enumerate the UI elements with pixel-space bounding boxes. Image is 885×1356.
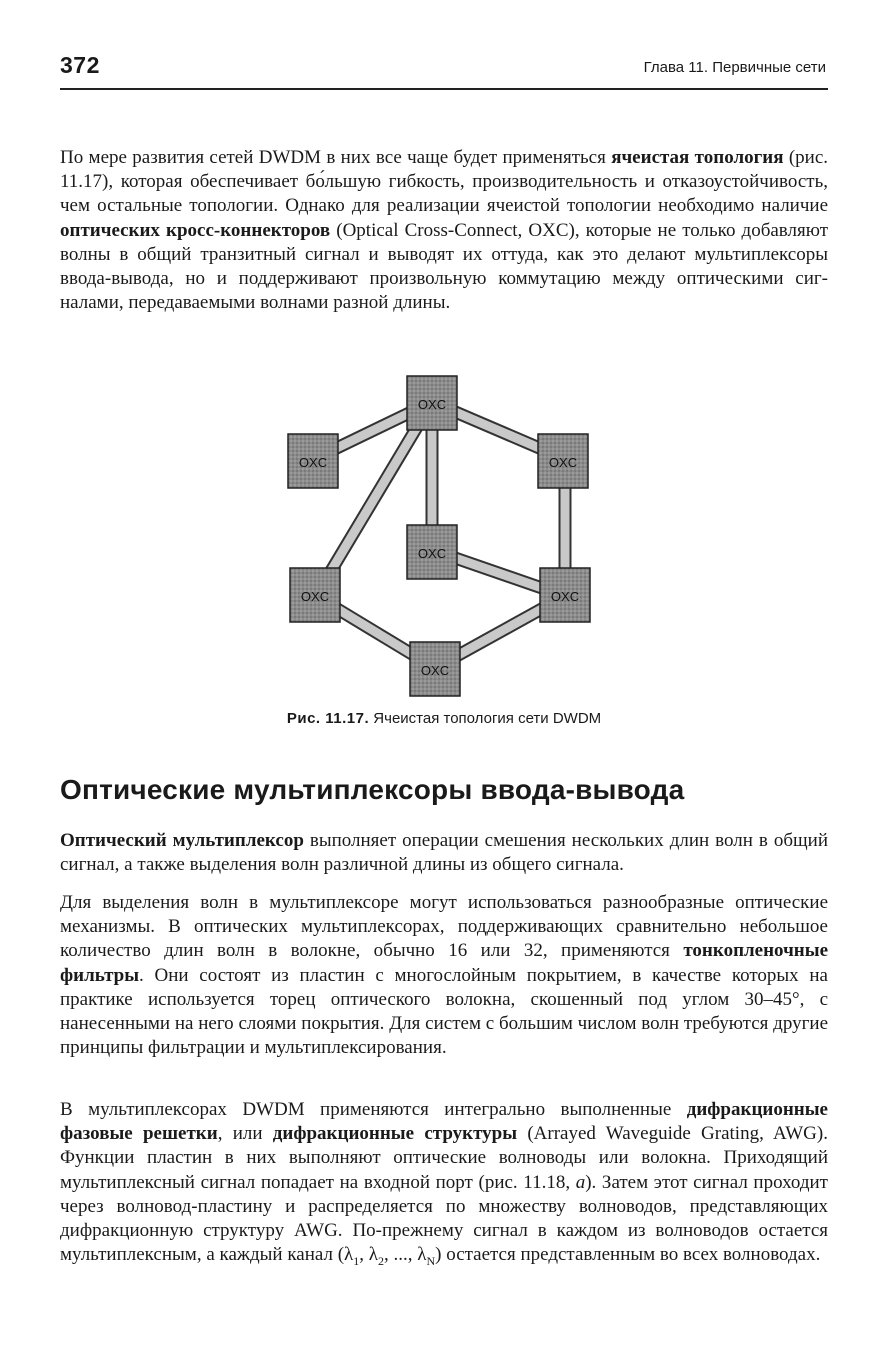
oxc-node-bottom xyxy=(410,642,460,696)
oxc-node-label: OXC xyxy=(417,397,447,412)
paragraph-awg xyxy=(60,1098,828,1273)
text-run: (рис. 11.17), которая обеспечивает бо́льшую гибкость, производительность и отказоустойчивость, чем остальные топологии. Однако для реализации ячеистой топологии необходимо наличие xyxy=(60,147,828,217)
intro-paragraph xyxy=(60,146,828,315)
paragraph-multiplexer-definition xyxy=(60,829,828,877)
text-run: ) остается представленным во всех волноводах. xyxy=(435,1244,821,1266)
term-oxc: оптических кросс-коннекторов xyxy=(60,219,331,241)
mesh-topology-figure xyxy=(250,362,630,707)
oxc-node-right xyxy=(538,434,588,488)
oxc-node-label: OXC xyxy=(417,546,447,561)
paragraph-thin-film-filters xyxy=(60,891,828,1060)
term-mesh-topology: ячеистая топология xyxy=(611,147,784,168)
chapter-title: Глава 11. Первичные сети xyxy=(643,59,826,76)
oxc-node-label: OXC xyxy=(298,455,328,470)
text-run: В мультиплексорах DWDM применяются интегрально выполненные xyxy=(60,1099,687,1120)
oxc-node-lower-right xyxy=(540,568,590,622)
text-run: (Optical Cross-Connect, OXC), которые не только добавляют волны в общий транзитный сигнал и выводят их оттуда, как это делают мультиплексоры ввода-вывода, но и поддерживают произвольную коммутацию между оптическими сигналами, передаваемыми волнами разной длины. xyxy=(60,219,828,314)
oxc-node-label: OXC xyxy=(300,589,330,604)
subscript: N xyxy=(426,1254,436,1269)
text-run: , ..., λ xyxy=(384,1244,427,1266)
figure-caption-label: Рис. 11.17. xyxy=(286,710,370,727)
oxc-node-left xyxy=(288,434,338,488)
text-run: Для выделения волн в мультиплексоре могут использоваться разнообразные оптические механизмы. В оптических мультиплексорах, поддерживающих сравнительно небольшое количество длин волн в волокне, обычно 16 или 32, применяются xyxy=(60,892,828,962)
oxc-nodes xyxy=(288,376,590,696)
oxc-node-top xyxy=(407,376,457,430)
subscript: 1 xyxy=(353,1254,360,1269)
running-head xyxy=(60,50,828,90)
oxc-node-center xyxy=(407,525,457,579)
subscript: 2 xyxy=(378,1254,384,1269)
oxc-node-label: OXC xyxy=(550,589,580,604)
text-run: ). Затем этот сигнал проходит через волновод-пластину и распределяется по множеству волноводов, представляющих дифракционную структуру AWG. По-прежнему сигнал в каждом из волноводов остается мультиплексным, а каждый канал (λ xyxy=(60,1171,828,1266)
section-heading: Оптические мультиплексоры ввода-вывода xyxy=(60,774,685,805)
oxc-node-label: OXC xyxy=(420,663,450,678)
term-diffraction-gratings: дифракционные фазовые решетки xyxy=(60,1099,828,1145)
term-optical-multiplexer: Оптический мультиплексор xyxy=(60,830,304,851)
term-diffraction-structures: дифракционные структуры xyxy=(272,1123,518,1145)
text-run: По мере развития сетей DWDM в них все чаще будет применяться xyxy=(60,147,612,168)
oxc-node-lower-left xyxy=(290,568,340,622)
text-run: . Они состоят из пластин с многослойным покрытием, в качестве которых на практике используется торец оптического волокна, скошенный под углом 30–45°, с нанесенными на него слоями покрытия. Для систем с большим числом волн требуются другие принципы фильтрации и мультиплексирования. xyxy=(60,964,828,1059)
mesh-diagram xyxy=(250,362,630,707)
figure-caption-text: Ячеистая топология сети DWDM xyxy=(369,710,602,727)
text-run: (Arrayed Waveguide Grating, AWG). Функции пластин в них выполняют оптические волноводы или волокна. Приходящий мультиплексный сигнал попадает на входной порт (рис. 11.18, xyxy=(60,1123,828,1193)
text-run: , или xyxy=(217,1123,273,1145)
text-run: , λ xyxy=(359,1244,378,1266)
figure-ref-letter: а xyxy=(575,1171,586,1193)
oxc-node-label: OXC xyxy=(548,455,578,470)
figure-caption xyxy=(60,710,828,727)
text-run: выполняет операции смешения нескольких длин волн в общий сигнал, а также выделения волн различной длины из общего сигнала. xyxy=(60,830,828,876)
page-number: 372 xyxy=(60,52,100,78)
term-thin-film-filters: тонкопленочные фильтры xyxy=(60,940,828,986)
